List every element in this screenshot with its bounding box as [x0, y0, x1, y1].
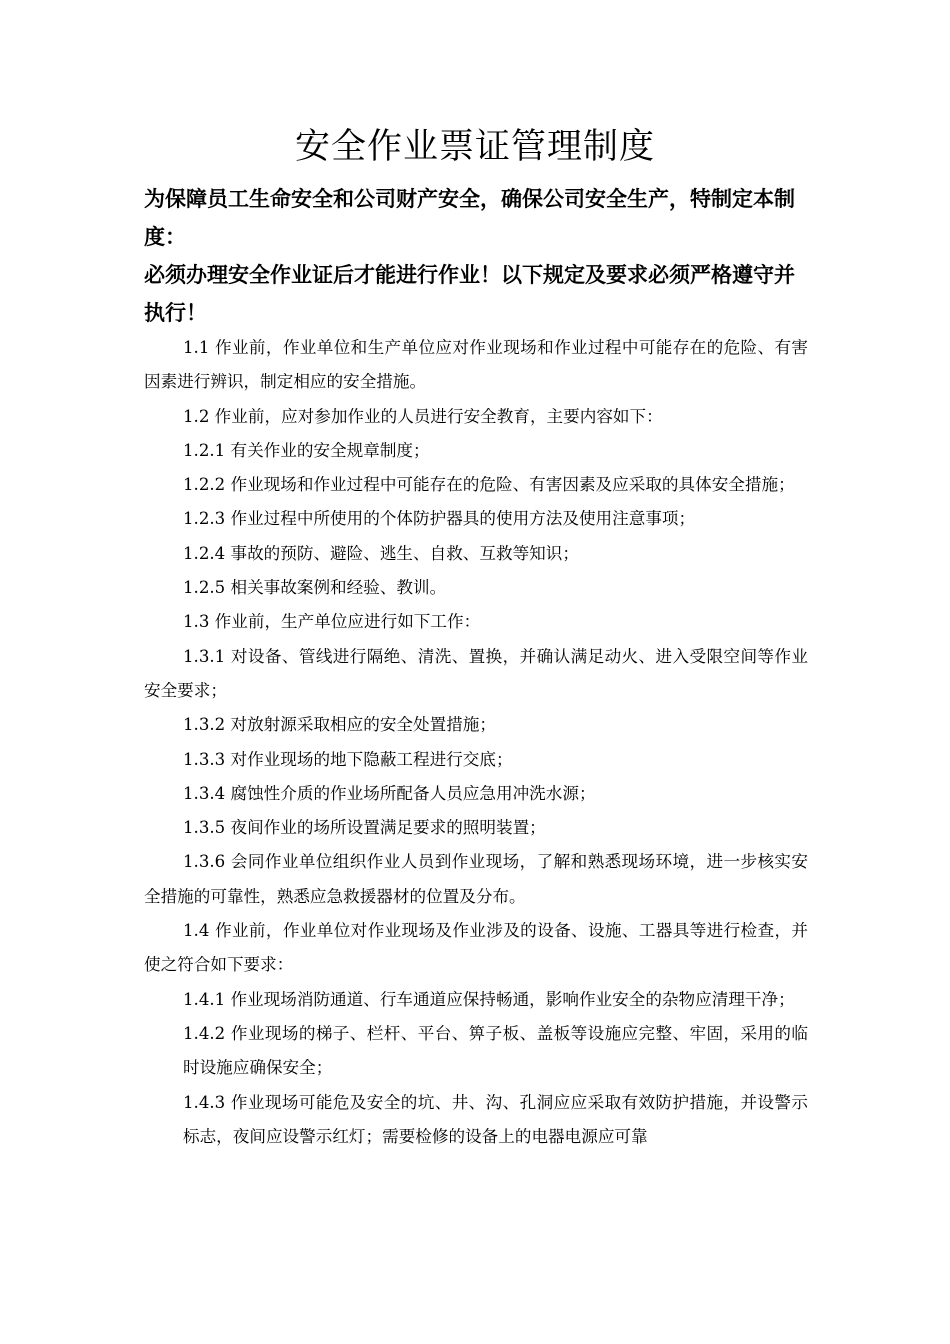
clause-1-4-1: 1.4.1 作业现场消防通道、行车通道应保持畅通，影响作业安全的杂物应清理干净；: [183, 989, 795, 1009]
clause-1-4-2: 1.4.2 作业现场的梯子、栏杆、平台、箅子板、盖板等设施应完整、牢固，采用的临时设施应确保安全；: [183, 1023, 808, 1078]
clause-1-2: 1.2 作业前，应对参加作业的人员进行安全教育，主要内容如下：: [183, 406, 663, 426]
clause-1-3: 1.3 作业前，生产单位应进行如下工作：: [183, 612, 481, 632]
clause-1-3-3: 1.3.3 对作业现场的地下隐蔽工程进行交底；: [183, 749, 513, 769]
clause-1-3-1: 1.3.1 对设备、管线进行隔绝、清洗、置换，并确认满足动火、进入受限空间等作业安全要求；: [144, 646, 808, 700]
clause-1-3-2: 1.3.2 对放射源采取相应的安全处置措施；: [183, 715, 496, 735]
document-title: 安全作业票证管理制度: [294, 127, 655, 167]
intro-statement: 为保障员工生命安全和公司财产安全，确保公司安全生产，特制定本制度：: [144, 186, 795, 249]
clause-1-4-3: 1.4.3 作业现场可能危及安全的坑、井、沟、孔洞应应采取有效防护措施，并设警示标志，夜间应设警示红灯；需要检修的设备上的电器电源应可靠: [183, 1092, 808, 1146]
clause-1-2-3: 1.2.3 作业过程中所使用的个体防护器具的使用方法及使用注意事项；: [183, 509, 696, 529]
clause-1-3-5: 1.3.5 夜间作业的场所设置满足要求的照明装置；: [183, 818, 546, 838]
clause-1-3-6: 1.3.6 会同作业单位组织作业人员到作业现场，了解和熟悉现场环境，进一步核实安全措施的可靠性，熟悉应急救援器材的位置及分布。: [144, 852, 808, 906]
clause-1-2-5: 1.2.5 相关事故案例和经验、教训。: [183, 578, 447, 598]
document-body: [144, 331, 808, 1154]
clause-1-3-4: 1.3.4 腐蚀性介质的作业场所配备人员应急用冲洗水源；: [183, 783, 596, 803]
clause-1-2-4: 1.2.4 事故的预防、避险、逃生、自救、互救等知识；: [183, 543, 579, 563]
clause-1-1: 1.1 作业前，作业单位和生产单位应对作业现场和作业过程中可能存在的危险、有害因素进行辨识，制定相应的安全措施。: [144, 338, 808, 392]
clause-1-2-1: 1.2.1 有关作业的安全规章制度；: [183, 440, 430, 460]
requirement-statement: 必须办理安全作业证后才能进行作业！以下规定及要求必须严格遵守并执行！: [144, 262, 795, 325]
clause-1-2-2: 1.2.2 作业现场和作业过程中可能存在的危险、有害因素及应采取的具体安全措施；: [183, 475, 795, 495]
clause-1-4: 1.4 作业前，作业单位对作业现场及作业涉及的设备、设施、工器具等进行检查，并使之符合如下要求：: [144, 921, 808, 975]
